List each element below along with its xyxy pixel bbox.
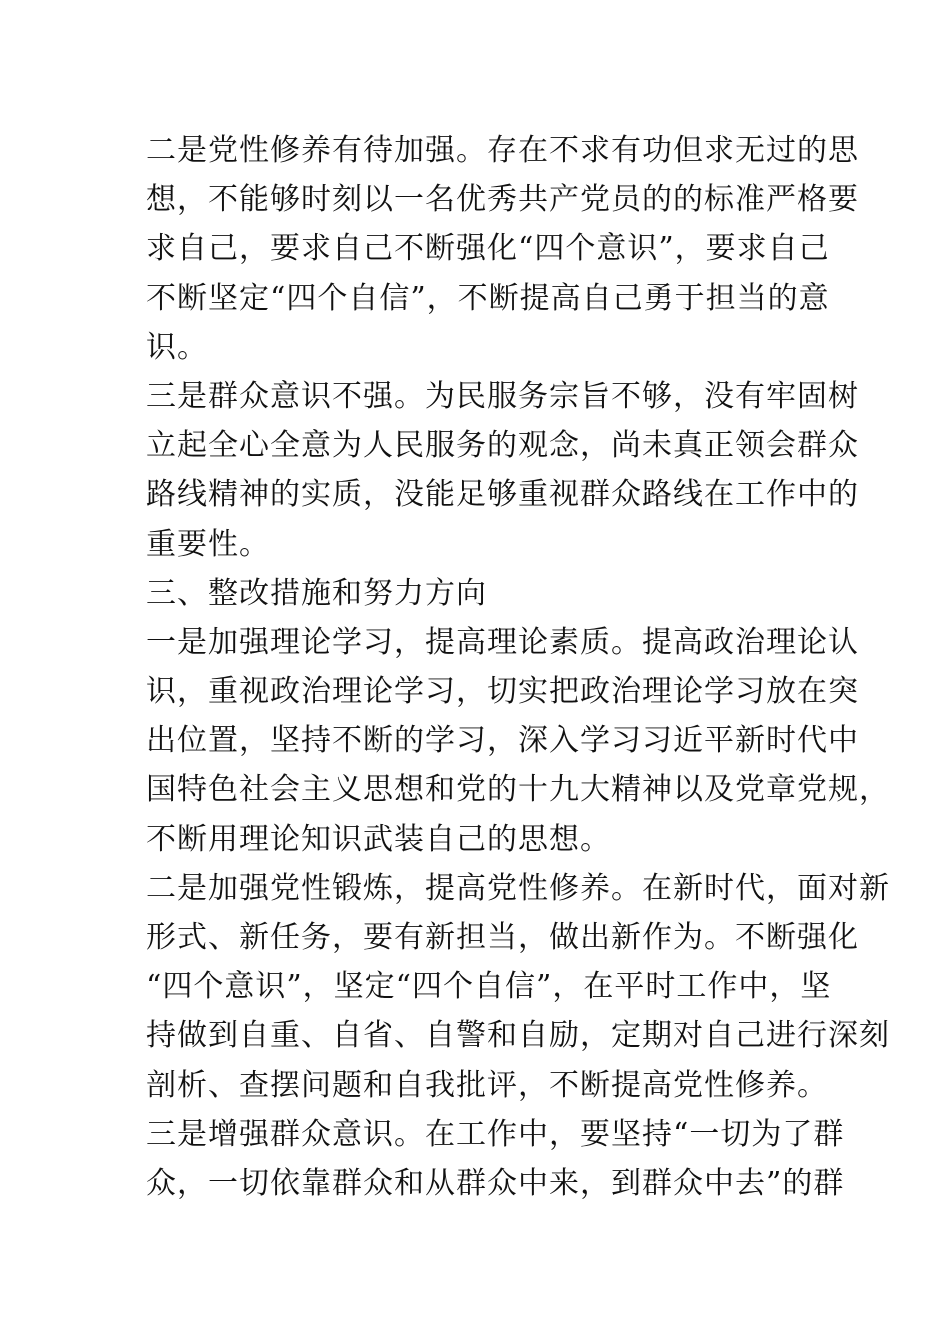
text-line: 一是加强理论学习，提高理论素质。提高政治理论认	[146, 624, 859, 660]
text-line: 路线精神的实质，没能足够重视群众路线在工作中的	[146, 477, 859, 513]
document-body	[146, 126, 890, 1208]
text-line: 重要性。	[146, 526, 270, 562]
text-line: 二是党性修养有待加强。存在不求有功但求无过的思	[146, 133, 859, 168]
text-line: 求自己，要求自己不断强化“四个意识”，要求自己	[146, 231, 830, 267]
text-line: 众，一切依靠群众和从群众中来，到群众中去”的群	[146, 1165, 845, 1201]
text-line: 三是增强群众意识。在工作中，要坚持“一切为了群	[146, 1116, 845, 1152]
section-heading: 三、整改措施和努力方向	[146, 575, 487, 611]
text-line: 持做到自重、自省、自警和自励，定期对自己进行深刻	[146, 1018, 890, 1054]
text-line: 二是加强党性锻炼，提高党性修养。在新时代，面对新	[146, 870, 890, 906]
text-line: 剖析、查摆问题和自我批评，不断提高党性修养。	[146, 1067, 828, 1103]
text-line: 立起全心全意为人民服务的观念，尚未真正领会群众	[146, 428, 859, 464]
text-line: “四个意识”，坚定“四个自信”，在平时工作中，坚	[146, 969, 832, 1005]
text-line: 三是群众意识不强。为民服务宗旨不够，没有牢固树	[146, 378, 859, 414]
text-line: 出位置，坚持不断的学习，深入学习习近平新时代中	[146, 723, 859, 759]
text-line: 不断用理论知识武装自己的思想。	[146, 821, 611, 857]
text-line: 国特色社会主义思想和党的十九大精神以及党章党规，	[146, 772, 890, 808]
text-line: 识。	[146, 329, 208, 365]
text-line: 识，重视政治理论学习，切实把政治理论学习放在突	[146, 674, 859, 710]
text-line: 不断坚定“四个自信”，不断提高自己勇于担当的意	[146, 280, 830, 316]
text-line: 形式、新任务，要有新担当，做出新作为。不断强化	[146, 920, 859, 955]
text-line: 想，不能够时刻以一名优秀共产党员的的标准严格要	[146, 182, 859, 218]
